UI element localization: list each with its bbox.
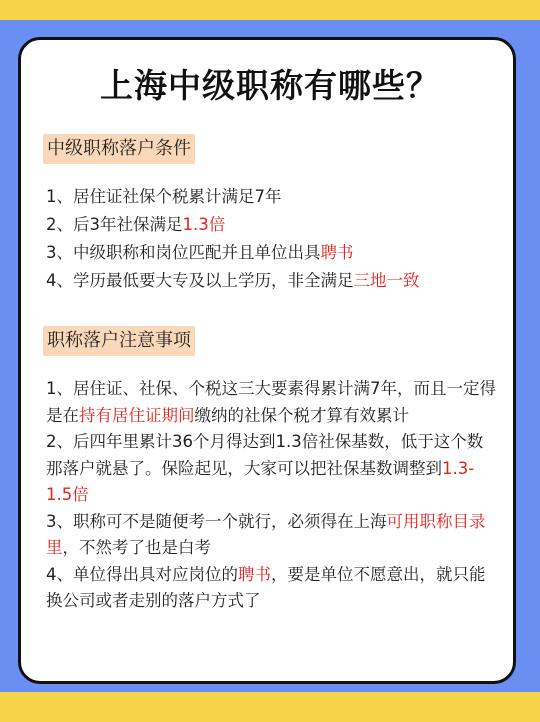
page-title: 上海中级职称有哪些？ (100, 66, 440, 105)
body-text: 4、单位得出具对应岗位的 (46, 564, 238, 584)
highlight-text: 聘书 (320, 243, 354, 262)
list-item (46, 376, 496, 429)
body-text: 3、中级职称和岗位匹配并且单位出具 (46, 243, 321, 262)
body-text: 2、后四年里累计36个月得达到1.3倍社保基数，低于这个数那落户就悬了。保险起见，大家可以把社保基数调整到 (46, 432, 484, 478)
bottom-stripe (0, 692, 540, 722)
highlight-text: 持有居住证期间 (79, 405, 195, 425)
highlight-text: 聘书 (238, 564, 271, 584)
body-text: ，不然考了也是白考 (62, 538, 211, 557)
highlight-text: 1.3-1.5倍 (46, 458, 475, 504)
list-item (46, 211, 496, 239)
highlight-text: 可用职称目录里 (46, 511, 486, 557)
list-item (46, 429, 496, 509)
list-item (46, 509, 496, 562)
list-item (46, 562, 496, 615)
highlight-text: 1.3倍 (182, 215, 226, 234)
list-item (46, 239, 496, 267)
body-text: 3、职称可不是随便考一个就行，必须得在上海 (46, 511, 387, 531)
body-text: 4、学历最低要大专及以上学历，非全满足 (46, 271, 354, 290)
list-item (46, 183, 496, 211)
body-text: 1、居住证、社保、个税这三大要素得累计满7年，而且一定得是在 (46, 379, 496, 425)
section-heading-notes: 职称落户注意事项 (43, 326, 195, 356)
body-text: ，要是单位不愿意出，就只能换公司或者走别的落户方式了 (46, 564, 486, 610)
section-heading-conditions: 中级职称落户条件 (43, 134, 195, 164)
highlight-text: 三地一致 (353, 271, 420, 290)
body-text: 2、后3年社保满足 (46, 215, 183, 234)
body-text: 缴纳的社保个税才算有效累计 (194, 405, 409, 425)
conditions-list (46, 183, 496, 295)
body-text: 1、居住证社保个税累计满足7年 (46, 187, 282, 206)
list-item (46, 267, 496, 295)
notes-list (46, 376, 496, 615)
top-stripe (0, 0, 540, 20)
